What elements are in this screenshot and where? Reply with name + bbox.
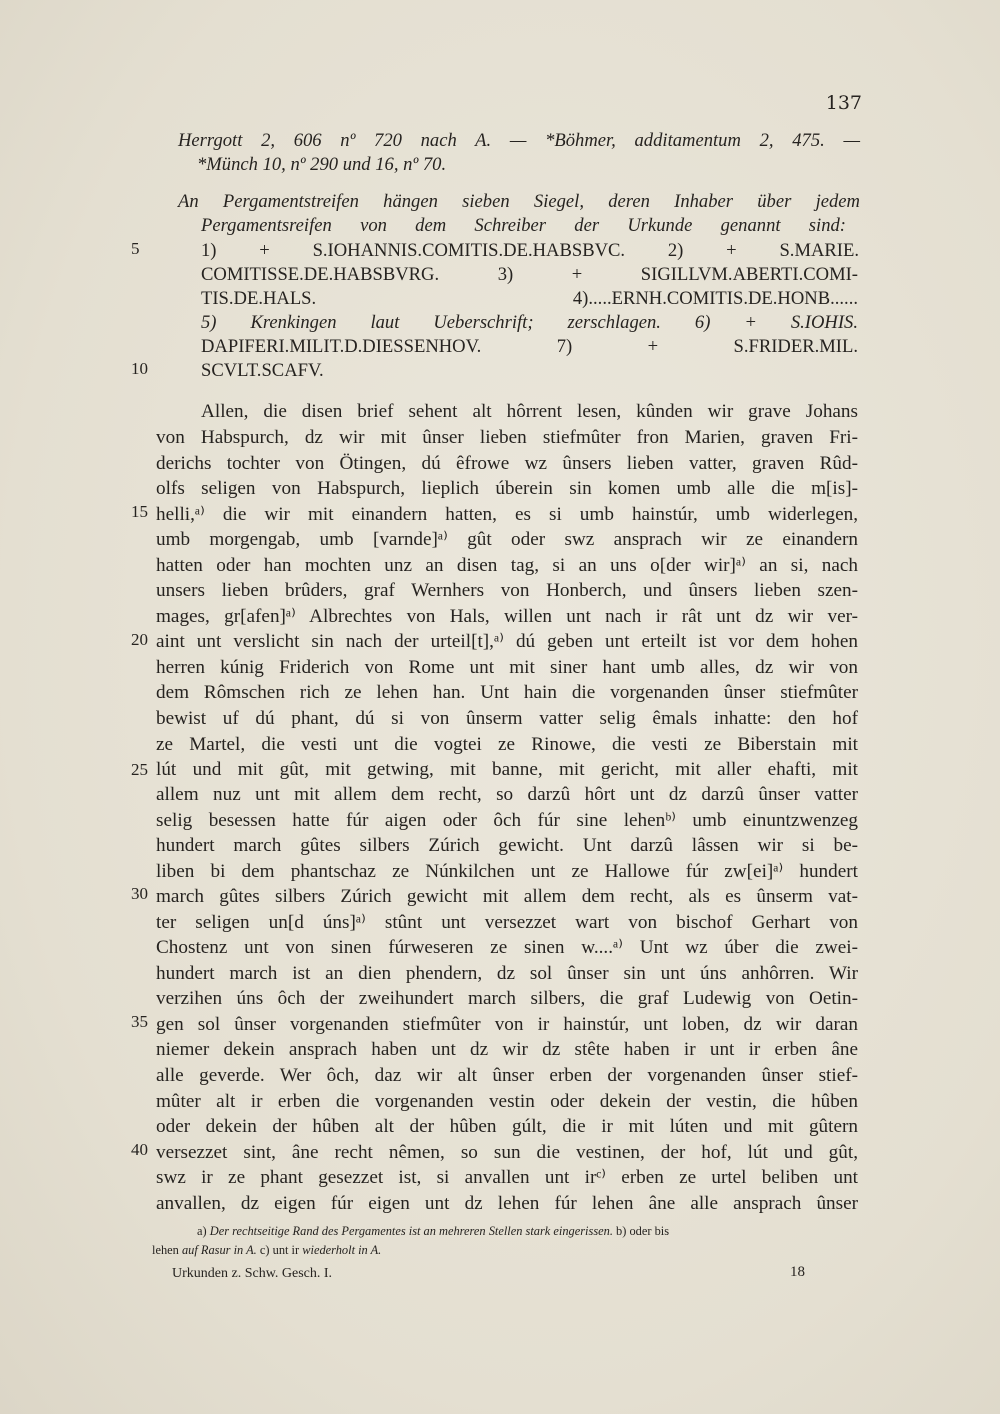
body-text-line: anvallen, dz eigen fúr eigen unt dz lehen fúr lehen âne alle ansprach ûnser bbox=[156, 1193, 858, 1214]
footnote-text: wiederholt in A. bbox=[302, 1243, 382, 1257]
body-text-line: hatten oder han mochten unz an disen tag, si an uns o[der wir]ᵃ⁾ an si, nach bbox=[156, 555, 858, 576]
body-text-line: oder dekein der hûben alt der hûben gúlt, die ir mit lúten und mit gûtern bbox=[156, 1116, 858, 1137]
body-text-line: liben bi dem phantschaz ze Núnkilchen unt ze Hallowe fúr zw[ei]ᵃ⁾ hundert bbox=[156, 861, 858, 882]
body-text-line: mages, gr[afen]ᵃ⁾ Albrechtes von Hals, willen unt nach ir rât unt dz wir ver- bbox=[156, 606, 858, 627]
body-text-line: Chostenz unt von sinen fúrweseren ze sinen w....ᵃ⁾ Unt wz úber die zwei- bbox=[156, 937, 858, 958]
body-text-line: selig besessen hatte fúr aigen oder ôch fúr sine lehenᵇ⁾ umb einuntzwenzeg bbox=[156, 810, 858, 831]
body-text-line: swz ir ze phant gesezzet ist, si anvallen unt irᶜ⁾ erben ze urtel beliben unt bbox=[156, 1167, 858, 1188]
footnote-a bbox=[197, 1224, 669, 1239]
footnote-text: lehen bbox=[152, 1243, 179, 1257]
body-text-line: olfs seligen von Habspurch, lieplich úberein sin komen umb alle die m[is]- bbox=[156, 478, 858, 499]
seal-description-line: Pergamentsreifen von dem Schreiber der Urkunde genannt sind: bbox=[201, 215, 846, 236]
footnote-marker: c) bbox=[259, 1243, 270, 1257]
seal-description-line: TIS.DE.HALS. 4).....ERNH.COMITIS.DE.HONB...... bbox=[201, 288, 858, 309]
body-text-line: lút und mit gût, mit getwing, mit banne, mit gericht, mit aller ehafti, mit bbox=[156, 759, 858, 780]
body-text-line: versezzet sint, âne recht nêmen, so sun die vestinen, der hof, lút und gût, bbox=[156, 1142, 858, 1163]
body-text-line: umb morgengab, umb [varnde]ᵃ⁾ gût oder swz ansprach wir ze einandern bbox=[156, 529, 858, 550]
footnote-text: auf Rasur in A. bbox=[181, 1243, 257, 1257]
body-text-line: aint unt verslicht sin nach der urteil[t],ᵃ⁾ dú geben unt erteilt ist vor dem hohen bbox=[156, 631, 858, 652]
citation-line: Herrgott 2, 606 nº 720 nach A. — *Böhmer, additamentum 2, 475. — bbox=[178, 130, 860, 151]
body-text-line: bewist uf dú phant, dú si von ûnserm vatter selig êmals inhatte: den hof bbox=[156, 708, 858, 729]
body-text-line: alle geverde. Wer ôch, daz wir alt ûnser erben der vorgenanden ûnser stief- bbox=[156, 1065, 858, 1086]
body-text-line: derichs tochter von Ötingen, dú êfrowe wz ûnsers lieben vatter, graven Rûd- bbox=[156, 453, 858, 474]
body-text-line: von Habspurch, dz wir mit ûnser lieben stiefmûter fron Marien, graven Fri- bbox=[156, 427, 858, 448]
line-number: 30 bbox=[131, 884, 148, 903]
body-text-line: herren kúnig Friderich von Rome unt mit siner hant umb alles, dz wir von bbox=[156, 657, 858, 678]
footnote-text: Der rechtseitige Rand des Pergamentes ist an mehreren Stellen stark eingerissen. bbox=[209, 1224, 613, 1238]
seal-description-line: DAPIFERI.MILIT.D.DIESSENHOV. 7) + S.FRIDER.MIL. bbox=[201, 336, 858, 357]
seal-description-line: 5) Krenkingen laut Ueberschrift; zerschlagen. 6) + S.IOHIS. bbox=[201, 312, 858, 333]
body-text-line: verzihen úns ôch der zweihundert march silbers, die graf Ludewig von Oetin- bbox=[156, 988, 858, 1009]
body-text-line: helli,ᵃ⁾ die wir mit einandern hatten, es si umb hainstúr, umb widerlegen, bbox=[156, 504, 858, 525]
body-text-line: unsers lieben brûders, graf Wernhers von Honberch, und ûnsers lieben szen- bbox=[156, 580, 858, 601]
line-number: 5 bbox=[131, 239, 140, 258]
footnote-text: unt ir bbox=[272, 1243, 300, 1257]
body-text-line: hundert march gûtes silbers Zúrich gewicht. Unt darzû lâssen wir si be- bbox=[156, 835, 858, 856]
body-text-line: niemer dekein ansprach haben unt dz wir dz stête haben ir unt ir erben âne bbox=[156, 1039, 858, 1060]
line-number: 35 bbox=[131, 1012, 148, 1031]
seal-description-line: An Pergamentstreifen hängen sieben Siegel, deren Inhaber über jedem bbox=[178, 191, 860, 212]
body-text-line: ter seligen un[d úns]ᵃ⁾ stûnt unt versezzet wart von bischof Gerhart von bbox=[156, 912, 858, 933]
seal-description-line: 1) + S.IOHANNIS.COMITIS.DE.HABSBVC. 2) + S.MARIE. bbox=[201, 240, 859, 261]
body-text-line: march gûtes silbers Zúrich gewicht mit allem dem recht, als es ûnserm vat- bbox=[156, 886, 858, 907]
body-text-line: hundert march ist an dien phendern, dz sol ûnser sin unt úns anhôrren. Wir bbox=[156, 963, 858, 984]
body-text-line: Allen, die disen brief sehent alt hôrrent lesen, kûnden wir grave Johans bbox=[201, 401, 858, 422]
body-text-line: allem nuz unt mit allem dem recht, so darzû hôrt unt dz darzû ûnser vatter bbox=[156, 784, 858, 805]
line-number: 10 bbox=[131, 359, 148, 378]
footnote-marker: a) bbox=[197, 1224, 207, 1238]
body-text-line: gen sol ûnser vorgenanden stiefmûter von ir hainstúr, unt loben, dz wir daran bbox=[156, 1014, 858, 1035]
line-number: 40 bbox=[131, 1140, 148, 1159]
footer-sheet-number: 18 bbox=[790, 1264, 805, 1280]
line-number: 15 bbox=[131, 502, 148, 521]
footnote-marker: b) bbox=[616, 1224, 627, 1238]
seal-description-line: COMITISSE.DE.HABSBVRG. 3) + SIGILLVM.ABERTI.COMI- bbox=[201, 264, 858, 285]
footnote-b bbox=[152, 1243, 381, 1258]
line-number: 20 bbox=[131, 630, 148, 649]
footer-signature: Urkunden z. Schw. Gesch. I. bbox=[172, 1266, 333, 1281]
body-text-line: mûter alt ir erben die vorgenanden vestin oder dekein der vestin, die hûben bbox=[156, 1091, 858, 1112]
page-number: 137 bbox=[825, 92, 862, 114]
body-text-line: ze Martel, die vesti unt die vogtei ze Rinowe, die vesti ze Biberstain mit bbox=[156, 734, 858, 755]
seal-description-line: SCVLT.SCAFV. bbox=[201, 360, 324, 381]
citation-line: *Münch 10, nº 290 und 16, nº 70. bbox=[197, 154, 447, 175]
line-number: 25 bbox=[131, 760, 148, 779]
body-text-line: dem Rômschen rich ze lehen han. Unt hain die vorgenanden ûnser stiefmûter bbox=[156, 682, 858, 703]
footnote-text: oder bis bbox=[629, 1224, 670, 1238]
